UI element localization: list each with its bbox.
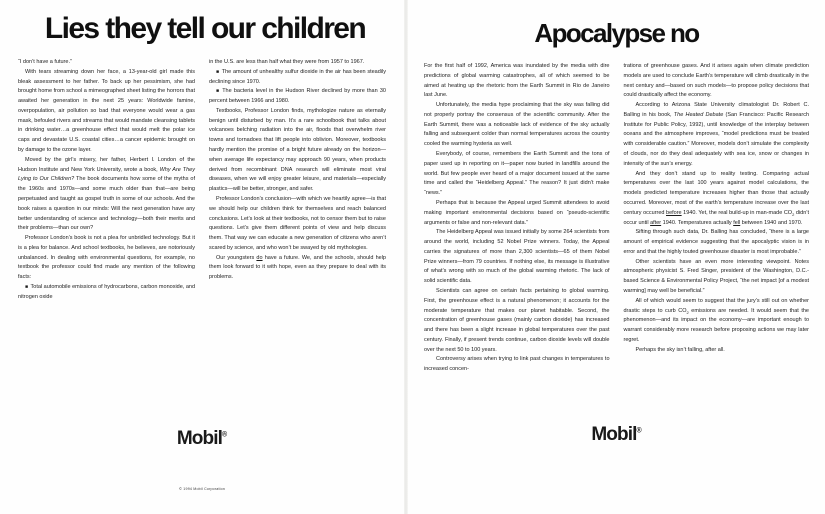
registered-mark-icon: ®: [221, 431, 228, 439]
left-page-columns: [0, 58, 404, 303]
paragraph-text-b: have a future. We, and the schools, should help them look forward to it with hope, even as they prepare to deal with its problems.: [209, 254, 386, 281]
paragraph-text-b: 1940. Yet, the real build-up in man-made $CO_2$ didn’t occur until: [623, 209, 809, 226]
paragraph-text-d: between 1940 and 1970.: [740, 219, 803, 226]
book-title: The Heated Debate: [673, 111, 724, 118]
registered-mark-icon: ®: [636, 427, 642, 435]
paragraph-co2: [624, 297, 810, 346]
paragraph: Unfortunately, the media hype proclaiming that the sky was falling did not properly portray the consensus of the scientific community. After the Earth Summit, there was a noticeable lack of evidence of the sky actually falling and subsequent colder than normal temperatures across the country cooled the warming hysteria as well.: [424, 102, 610, 148]
left-page-column-2: [209, 58, 386, 303]
emphasis-do: do: [256, 254, 263, 261]
paragraph: The Heidelberg Appeal was issued initially by some 264 scientists from around the world, including 52 Nobel Prize winners. Today, the Appeal carries the signatures of more than 2,300 scientists—65 of them Nobel Prize winners—from 79 countries. If nothing else, its message is illustrative of what’s wrong with so much of the global warming rhetoric. The lack of solid scientific data.: [424, 229, 610, 285]
paragraph: Textbooks, Professor London finds, mythologize nature as eternally benign until disturbed by man. It’s a rare schoolbook that talks about volcanoes belching radiation into the air, floods that overwhelm river towns and tornadoes that lift people into oblivion. Moreover, textbooks hardly mention the promise of a bright future already on the horizon—when average life expectancy may approach 90 years, when products derived from recombinant DNA research will eliminate most viral diseases, when we will enjoy greater leisure, and materials—especially plastics—will be better, stronger, and safer.: [209, 107, 386, 193]
right-page-logo-area: [408, 424, 825, 446]
copyright-mark-icon: ©: [178, 486, 183, 491]
right-page-column-1: [424, 62, 610, 375]
right-page: [408, 0, 825, 514]
emphasis-fell: fell: [733, 219, 741, 226]
paragraph: “I don’t have a future.”: [18, 59, 72, 65]
mobil-logo: [177, 428, 227, 450]
emphasis-after: after: [650, 219, 662, 226]
subscript-two: 2: [686, 309, 689, 315]
right-page-column-2: [624, 62, 810, 375]
paragraph-with-book-title: [624, 101, 810, 169]
paragraph-text-a: And they don’t stand up to reality testing. Comparing actual temperatures over the last 100 years against model calculations, the models predicted temperature increases higher than those that actually occurred. Moreover, most of the earth’s temperature increase over the last century occurred: [623, 170, 809, 216]
mobil-logo: [591, 424, 641, 446]
left-page-column-1: [18, 58, 195, 303]
paragraph: Perhaps that is because the Appeal urged Summit attendees to avoid making important environmental decisions based on “pseudo-scientific arguments or false and non-relevant data.”: [424, 199, 610, 226]
paragraph: For the first half of 1992, America was inundated by the media with dire predictions of global warming catastrophes, all of which seemed to be aimed at heating up the rhetoric from the Earth Summit in Rio de Janeiro last June.: [424, 63, 610, 99]
paragraph-text-a: All of which would seem to suggest that the jury’s still out on whether drastic steps to curb $CO_2$ emissions are needed. It would seem that the phenomenon—and its impact on the economy—are important enough to warrant considerably more research before proposing actions we may later regret.: [623, 297, 809, 343]
paragraph-text-a: According to Arizona State University climatologist Dr. Robert C. Balling in his book,: [623, 102, 809, 118]
paragraph-with-emphasis: [209, 254, 386, 283]
paragraph: Sifting through such data, Dr. Balling has concluded, “there is a large amount of empirical evidence suggesting that the apocalyptic vision is in error and that the highly touted greenhouse disaster is most improbable.”: [623, 229, 809, 255]
book-title: Why Are They Lying to Our Children?: [18, 166, 195, 183]
paragraph: Professor London’s conclusion—with which we heartily agree—is that we should help our children think for themselves and reach balanced conclusions. Let’s look at their textbooks, not to censor them but to raise questions. Let’s give them different points of view and help discuss them. That way we can educate a new generation of citizens who aren’t scared by science, and who won’t be swayed by old mythologies.: [209, 195, 386, 251]
paragraph-text-b: The book documents how some of the myths of the 1960s and 1970s—and some much older than that—are being perpetuated and taught as gospel truth in some of our schools. And the book raises a question in our minds: Will the next generation have any better understanding of science and technology—both their merits and their problems—than our own?: [18, 176, 195, 232]
subscript-two: 2: [792, 211, 795, 217]
bullet-item: ■ Total automobile emissions of hydrocarbons, carbon monoxide, and nitrogen oxide: [18, 283, 195, 303]
bullet-item: ■ The bacteria level in the Hudson River declined by more than 30 percent between 1966 and 1980.: [209, 87, 386, 107]
copyright-line: [0, 486, 404, 491]
left-page-headline: Lies they tell our children: [44, 12, 366, 45]
paragraph: Scientists can agree on certain facts pertaining to global warming. First, the greenhouse effect is a natural phenomenon; it accounts for the moderate temperature that makes our planet habitable. Second, the concentration of greenhouse gases (mainly carbon dioxide) has increased and there has been a slight increase in global temperatures over the past century. Finally, if present trends continue, carbon dioxide levels will double over the next 50 to 100 years.: [424, 287, 610, 353]
left-page: [0, 0, 404, 514]
paragraph-text-c: 1940. Temperatures actually: [661, 219, 734, 226]
paragraph-with-emphasis: [624, 170, 810, 229]
right-page-headline: Apocalypse no: [534, 18, 699, 48]
right-page-columns: [408, 62, 825, 375]
mobil-logo-text: Mobil: [591, 424, 637, 445]
paragraph-text-b: (San Francisco: Pacific Research Institute for Public Policy, 1992), until knowledge of the interplay between oceans and the atmosphere improves, “model predictions must be treated with considerable caution.” Moreover, models don’t simulate the complexity of clouds, nor do they deal adequately with sea ice, snow or changes in intensity of the sun’s energy.: [623, 111, 810, 167]
copyright-text: 1994 Mobil Corporation: [183, 487, 226, 491]
paragraph: trations of greenhouse gases. And it arises again when climate prediction models are used to conclude Earth’s temperature will climb drastically in the next century and—based on such models—to propose policy decisions that could drastically affect the economy.: [623, 63, 809, 99]
paragraph-with-book-title: [18, 156, 195, 234]
paragraph: Professor London’s book is not a plea for unbridled technology. But it is a plea for balance. And school textbooks, he believes, are notoriously unbalanced. In dealing with environmental questions, for example, no textbook the professor could find made any mention of the following facts:: [18, 235, 195, 281]
paragraph: Perhaps the sky isn’t falling, after all.: [635, 346, 725, 353]
paragraph: Controversy arises when trying to link past changes in temperatures to increased concen-: [424, 356, 610, 373]
paragraph-text-a: Moved by the girl’s misery, her father, Herbert I. London of the Hudson Institute and New York University, wrote a book,: [18, 156, 195, 173]
paragraph: Other scientists have an even more interesting viewpoint. Notes atmospheric physicist S. Fred Singer, president of the Washington, D.C.-based Science & Environmental Policy Project, “the net impact [of a modest warming] may well be beneficial.”: [623, 258, 809, 294]
paragraph-text-a: Our youngsters: [216, 254, 257, 261]
left-page-logo-area: [0, 428, 404, 450]
paragraph: in the U.S. are less than half what they were from 1957 to 1967.: [209, 59, 365, 65]
paragraph: With tears streaming down her face, a 13-year-old girl made this bleak assessment to her father. To back up her pessimism, she had brought home from school a mimeographed sheet listing the horrors that awaited her generation in the next 25 years: Worldwide famine, overpopulation, air pollution so bad that everyone would wear a gas mask, befouled rivers and streams that would mandate cleansing tablets in drinking water…a greenhouse effect that would melt the polar ice caps and devastate U.S. coastal cities…a cancer epidemic brought on by damage to the ozone layer.: [18, 68, 195, 154]
emphasis-before: before: [666, 209, 682, 216]
bullet-item: ■ The amount of unhealthy sulfur dioxide in the air has been steadily declining since 1970.: [209, 68, 386, 88]
mobil-logo-text: Mobil: [176, 428, 222, 449]
paragraph: Everybody, of course, remembers the Earth Summit and the tons of paper used up in reporting on it—paper now buried in landfills around the world. But few people ever heard of a major document issued at the same time and called the “Heidelberg Appeal.” The reason? It just didn’t make “news.”: [424, 151, 610, 197]
